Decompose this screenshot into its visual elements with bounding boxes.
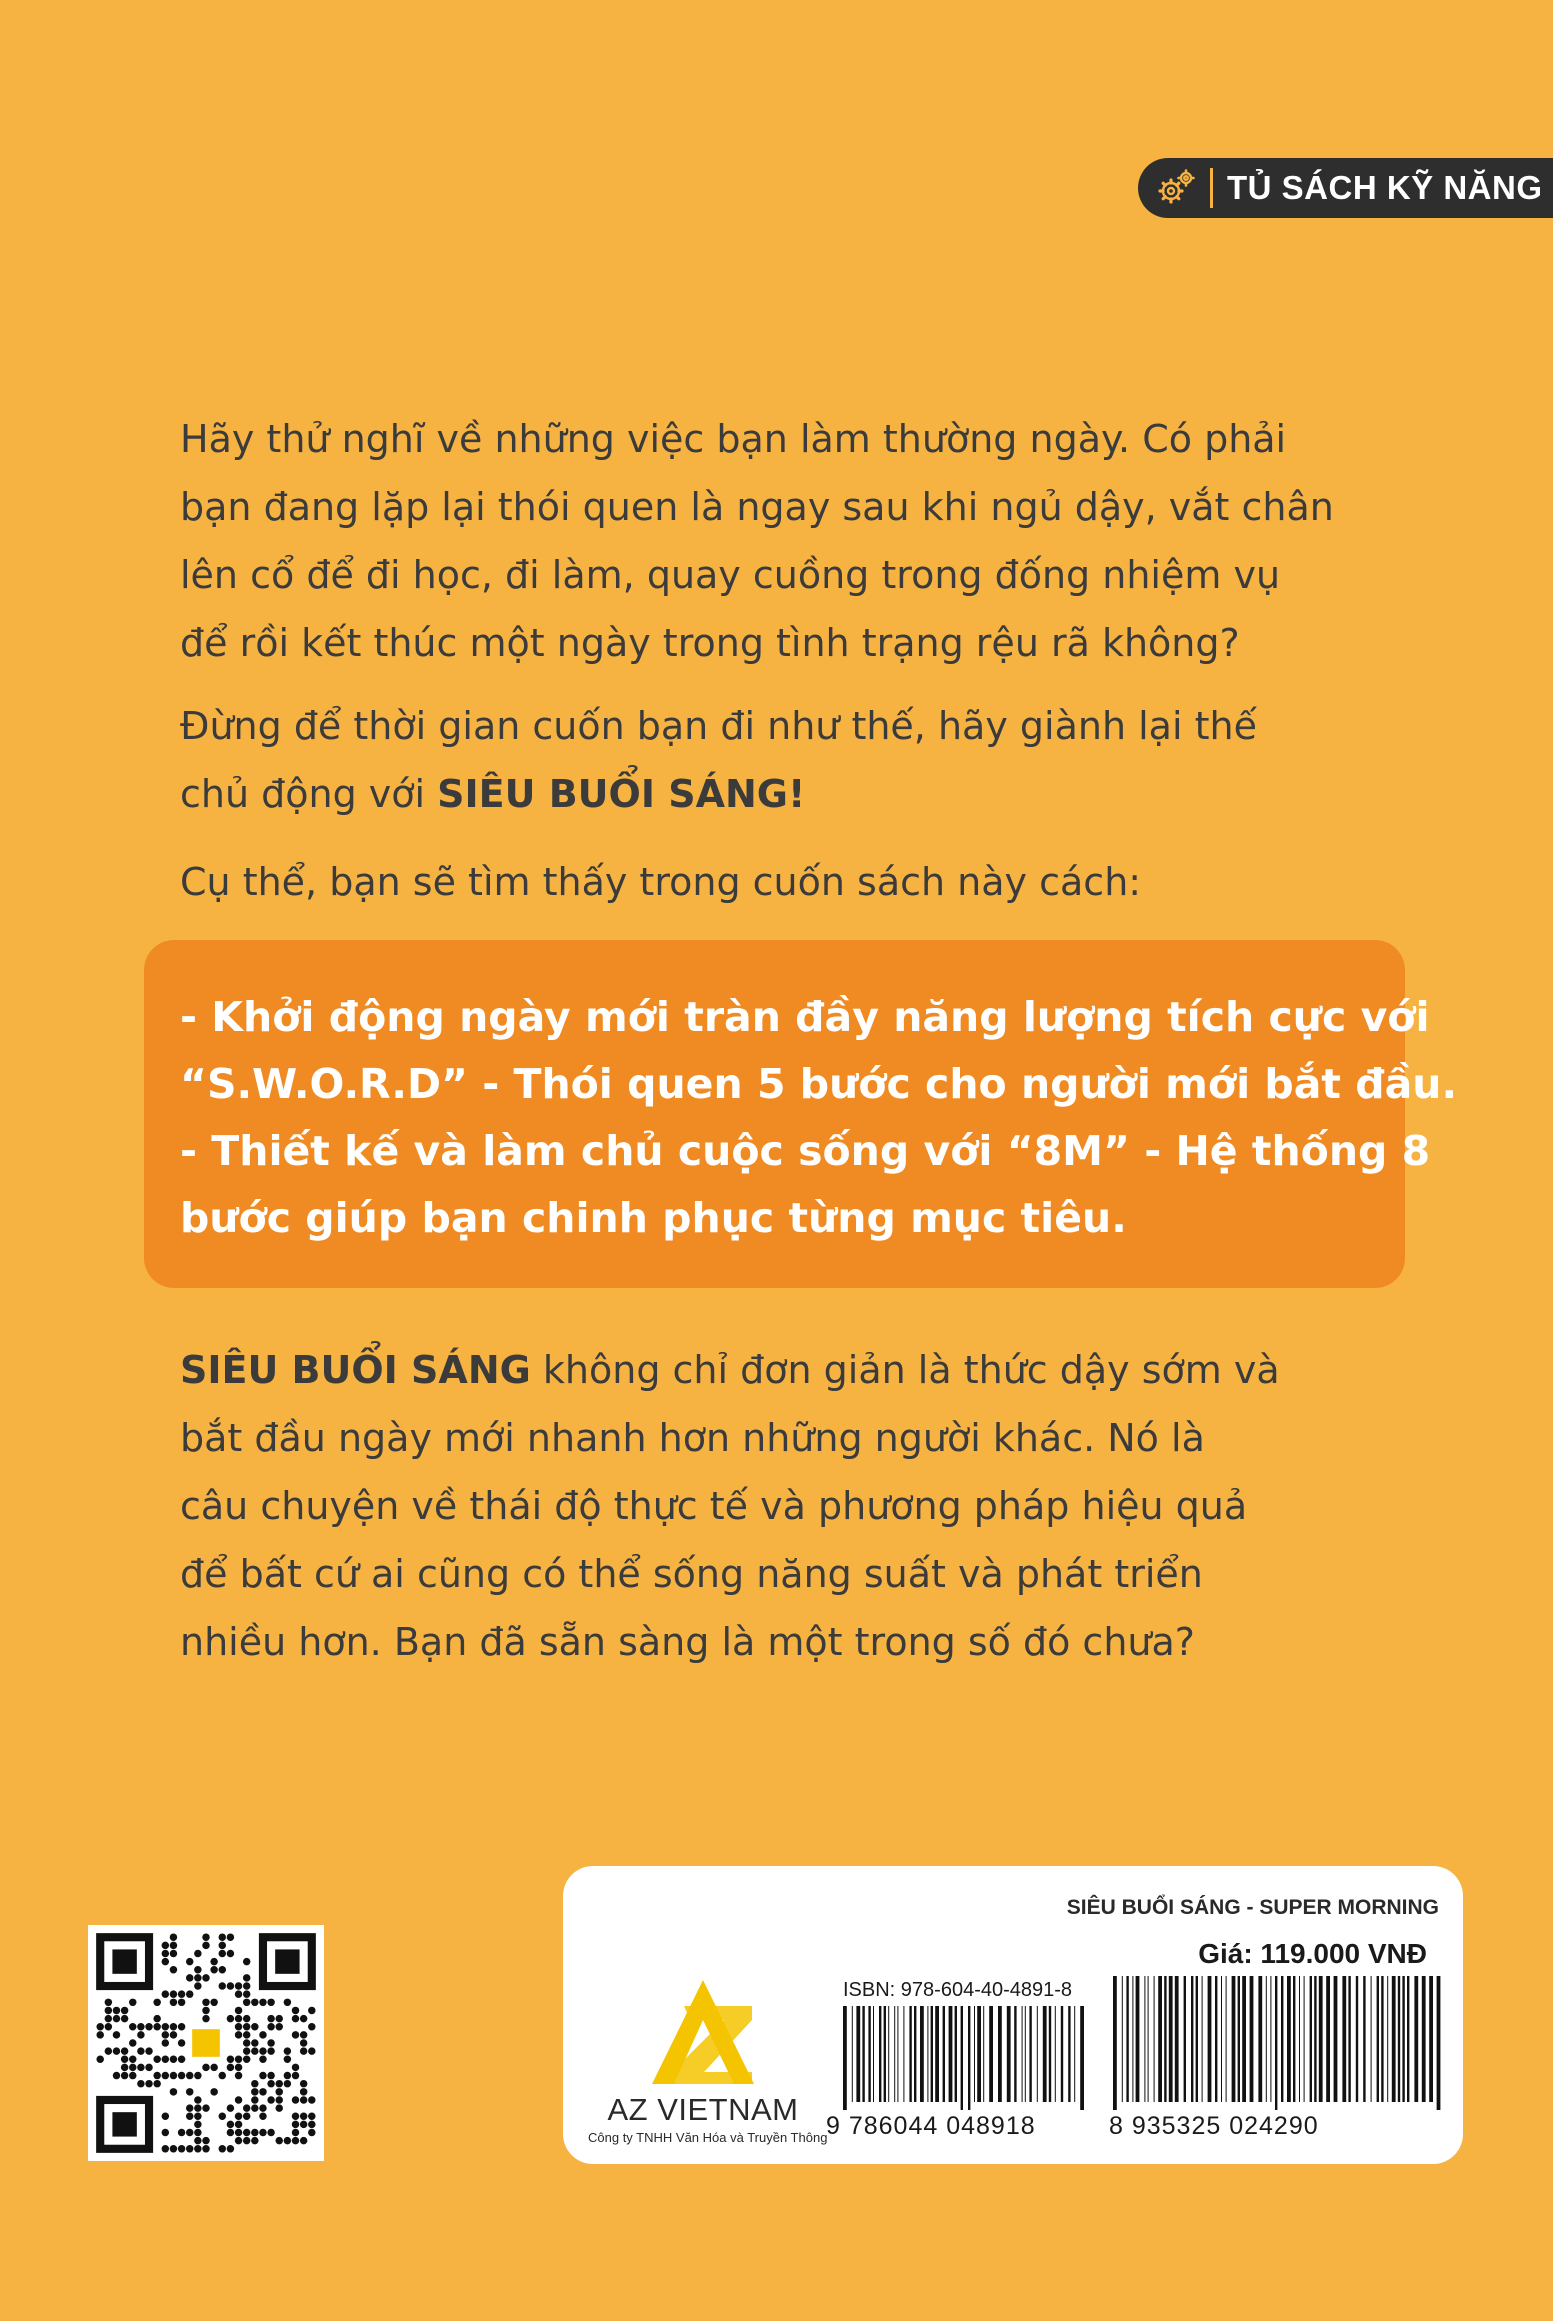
badge-divider xyxy=(1210,168,1213,208)
qr-code-icon xyxy=(88,1925,324,2161)
publisher-company: Công ty TNHH Văn Hóa và Truyền Thông xyxy=(588,2130,828,2145)
summary-line: bắt đầu ngày mới nhanh hơn những người khác. Nó là xyxy=(180,1416,1205,1460)
lead-in-paragraph xyxy=(180,848,1370,916)
cta-line: Đừng để thời gian cuốn bạn đi như thế, hãy giành lại thế xyxy=(180,704,1257,748)
intro-line: lên cổ để đi học, đi làm, quay cuồng trong đống nhiệm vụ xyxy=(180,553,1281,597)
intro-line: bạn đang lặp lại thói quen là ngay sau khi ngủ dậy, vắt chân xyxy=(180,485,1334,529)
barcode-icon xyxy=(1111,1976,1441,2110)
ean-barcode xyxy=(1111,1976,1441,2110)
price-label: Giá: 119.000 VNĐ xyxy=(1198,1938,1427,1969)
gears-icon xyxy=(1152,164,1200,212)
ean-digits: 8 935325 024290 xyxy=(1109,2112,1319,2140)
publisher-name: AZ VIETNAM xyxy=(607,2092,799,2127)
barcode-icon xyxy=(841,2006,1088,2110)
isbn-digits: 9 786044 048918 xyxy=(826,2112,1036,2140)
cta-line xyxy=(180,760,1370,828)
az-logo-icon xyxy=(644,1976,762,2086)
summary-line: câu chuyện về thái độ thực tế và phương pháp hiệu quả xyxy=(180,1484,1248,1528)
highlight-line: “S.W.O.R.D” - Thói quen 5 bước cho người mới bắt đầu. xyxy=(180,1060,1458,1108)
call-to-action-paragraph xyxy=(180,692,1370,828)
summary-line: để bất cứ ai cũng có thể sống năng suất và phát triển xyxy=(180,1552,1203,1596)
qr-code[interactable] xyxy=(88,1925,324,2161)
series-badge xyxy=(1138,158,1553,218)
book-title-label: SIÊU BUỔI SÁNG - SUPER MORNING xyxy=(1066,1896,1439,1919)
highlight-box xyxy=(144,940,1458,1288)
book-title-emphasis: SIÊU BUỔI SÁNG xyxy=(180,1348,531,1392)
intro-line: Hãy thử nghĩ về những việc bạn làm thường ngày. Có phải xyxy=(180,417,1287,461)
lead-in-line: Cụ thể, bạn sẽ tìm thấy trong cuốn sách này cách: xyxy=(180,860,1142,904)
intro-line: để rồi kết thúc một ngày trong tình trạng rệu rã không? xyxy=(180,621,1240,665)
summary-line xyxy=(180,1336,1370,1404)
isbn-label: ISBN: 978-604-40-4891-8 xyxy=(843,1979,1073,2001)
intro-paragraph xyxy=(180,405,1370,677)
isbn-barcode xyxy=(841,2006,1088,2110)
cta-text: chủ động với xyxy=(180,772,438,816)
highlight-line: - Khởi động ngày mới tràn đầy năng lượng tích cực với xyxy=(180,993,1430,1041)
book-title-emphasis: SIÊU BUỔI SÁNG! xyxy=(437,772,806,816)
series-label: TỦ SÁCH KỸ NĂNG xyxy=(1227,169,1543,206)
highlight-line: - Thiết kế và làm chủ cuộc sống với “8M” - Hệ thống 8 xyxy=(180,1127,1431,1175)
summary-paragraph xyxy=(180,1336,1370,1676)
publisher-logo xyxy=(588,1976,828,2145)
highlight-line: bước giúp bạn chinh phục từng mục tiêu. xyxy=(180,1194,1127,1242)
book-info-card xyxy=(563,1866,1463,2164)
summary-text: không chỉ đơn giản là thức dậy sớm và xyxy=(530,1348,1280,1392)
summary-line: nhiều hơn. Bạn đã sẵn sàng là một trong số đó chưa? xyxy=(180,1620,1195,1664)
